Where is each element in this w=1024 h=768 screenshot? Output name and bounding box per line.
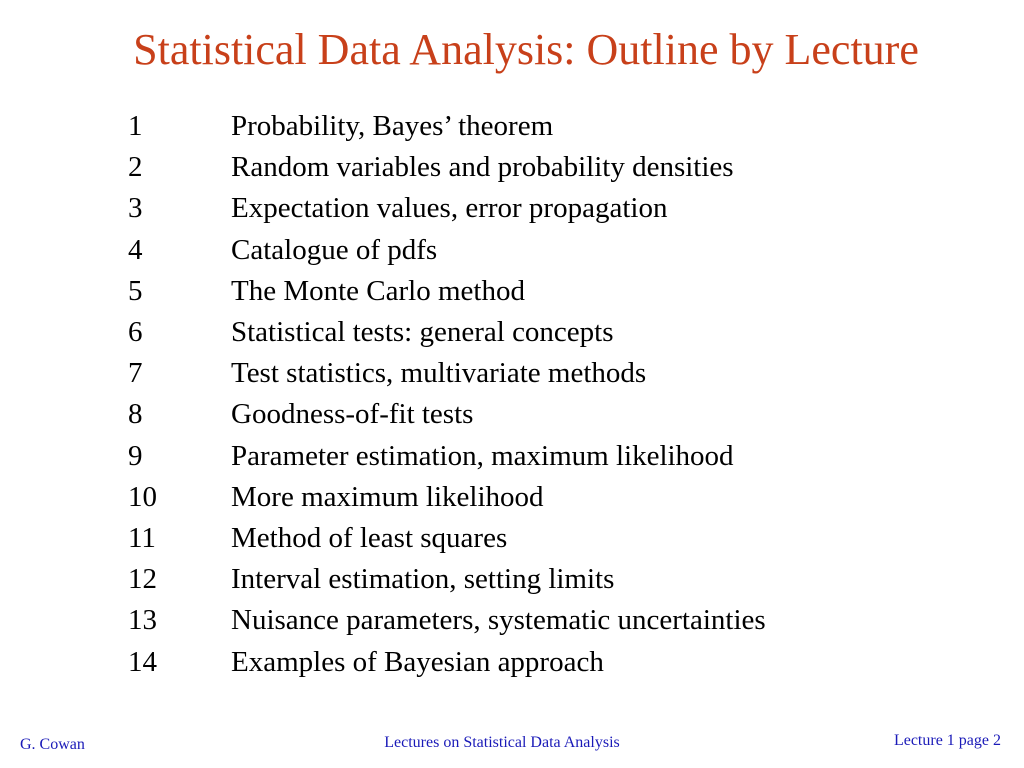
lecture-topic: Random variables and probability densities [231, 151, 734, 184]
list-item [128, 312, 766, 353]
list-item [128, 230, 766, 271]
lecture-number: 4 [128, 233, 143, 266]
lecture-number: 9 [128, 439, 143, 472]
lecture-number: 2 [128, 151, 143, 184]
footer-course-title: Lectures on Statistical Data Analysis [384, 734, 620, 751]
list-item [128, 271, 766, 312]
list-item [128, 518, 766, 559]
list-item [128, 600, 766, 641]
footer-author: G. Cowan [20, 736, 85, 753]
lecture-topic: Catalogue of pdfs [231, 233, 438, 266]
lecture-topic: Test statistics, multivariate methods [231, 357, 647, 390]
lecture-number: 8 [128, 398, 143, 431]
lecture-topic: More maximum likelihood [231, 480, 544, 513]
lecture-number: 10 [128, 480, 157, 513]
lecture-outline-list [128, 106, 766, 683]
lecture-topic: Nuisance parameters, systematic uncertainties [231, 604, 766, 637]
lecture-topic: The Monte Carlo method [231, 274, 525, 307]
list-item [128, 394, 766, 435]
list-item [128, 559, 766, 600]
lecture-topic: Goodness-of-fit tests [231, 398, 474, 431]
lecture-topic: Statistical tests: general concepts [231, 316, 614, 349]
lecture-number: 3 [128, 192, 143, 225]
lecture-number: 5 [128, 274, 143, 307]
lecture-topic: Parameter estimation, maximum likelihood [231, 439, 734, 472]
lecture-topic: Probability, Bayes’ theorem [231, 110, 554, 143]
lecture-number: 6 [128, 316, 143, 349]
list-item [128, 477, 766, 518]
list-item [128, 147, 766, 188]
lecture-number: 14 [128, 645, 157, 678]
lecture-number: 11 [128, 521, 156, 554]
lecture-number: 13 [128, 604, 157, 637]
list-item [128, 106, 766, 147]
lecture-number: 12 [128, 563, 157, 596]
lecture-topic: Examples of Bayesian approach [231, 645, 604, 678]
list-item [128, 188, 766, 229]
footer-page-number: Lecture 1 page 2 [893, 732, 1001, 749]
lecture-number: 7 [128, 357, 143, 390]
lecture-number: 1 [128, 110, 143, 143]
lecture-topic: Expectation values, error propagation [231, 192, 668, 225]
lecture-topic: Interval estimation, setting limits [231, 563, 615, 596]
list-item [128, 641, 766, 682]
lecture-topic: Method of least squares [231, 521, 508, 554]
list-item [128, 436, 766, 477]
slide-title: Statistical Data Analysis: Outline by Lecture [133, 25, 919, 74]
list-item [128, 353, 766, 394]
